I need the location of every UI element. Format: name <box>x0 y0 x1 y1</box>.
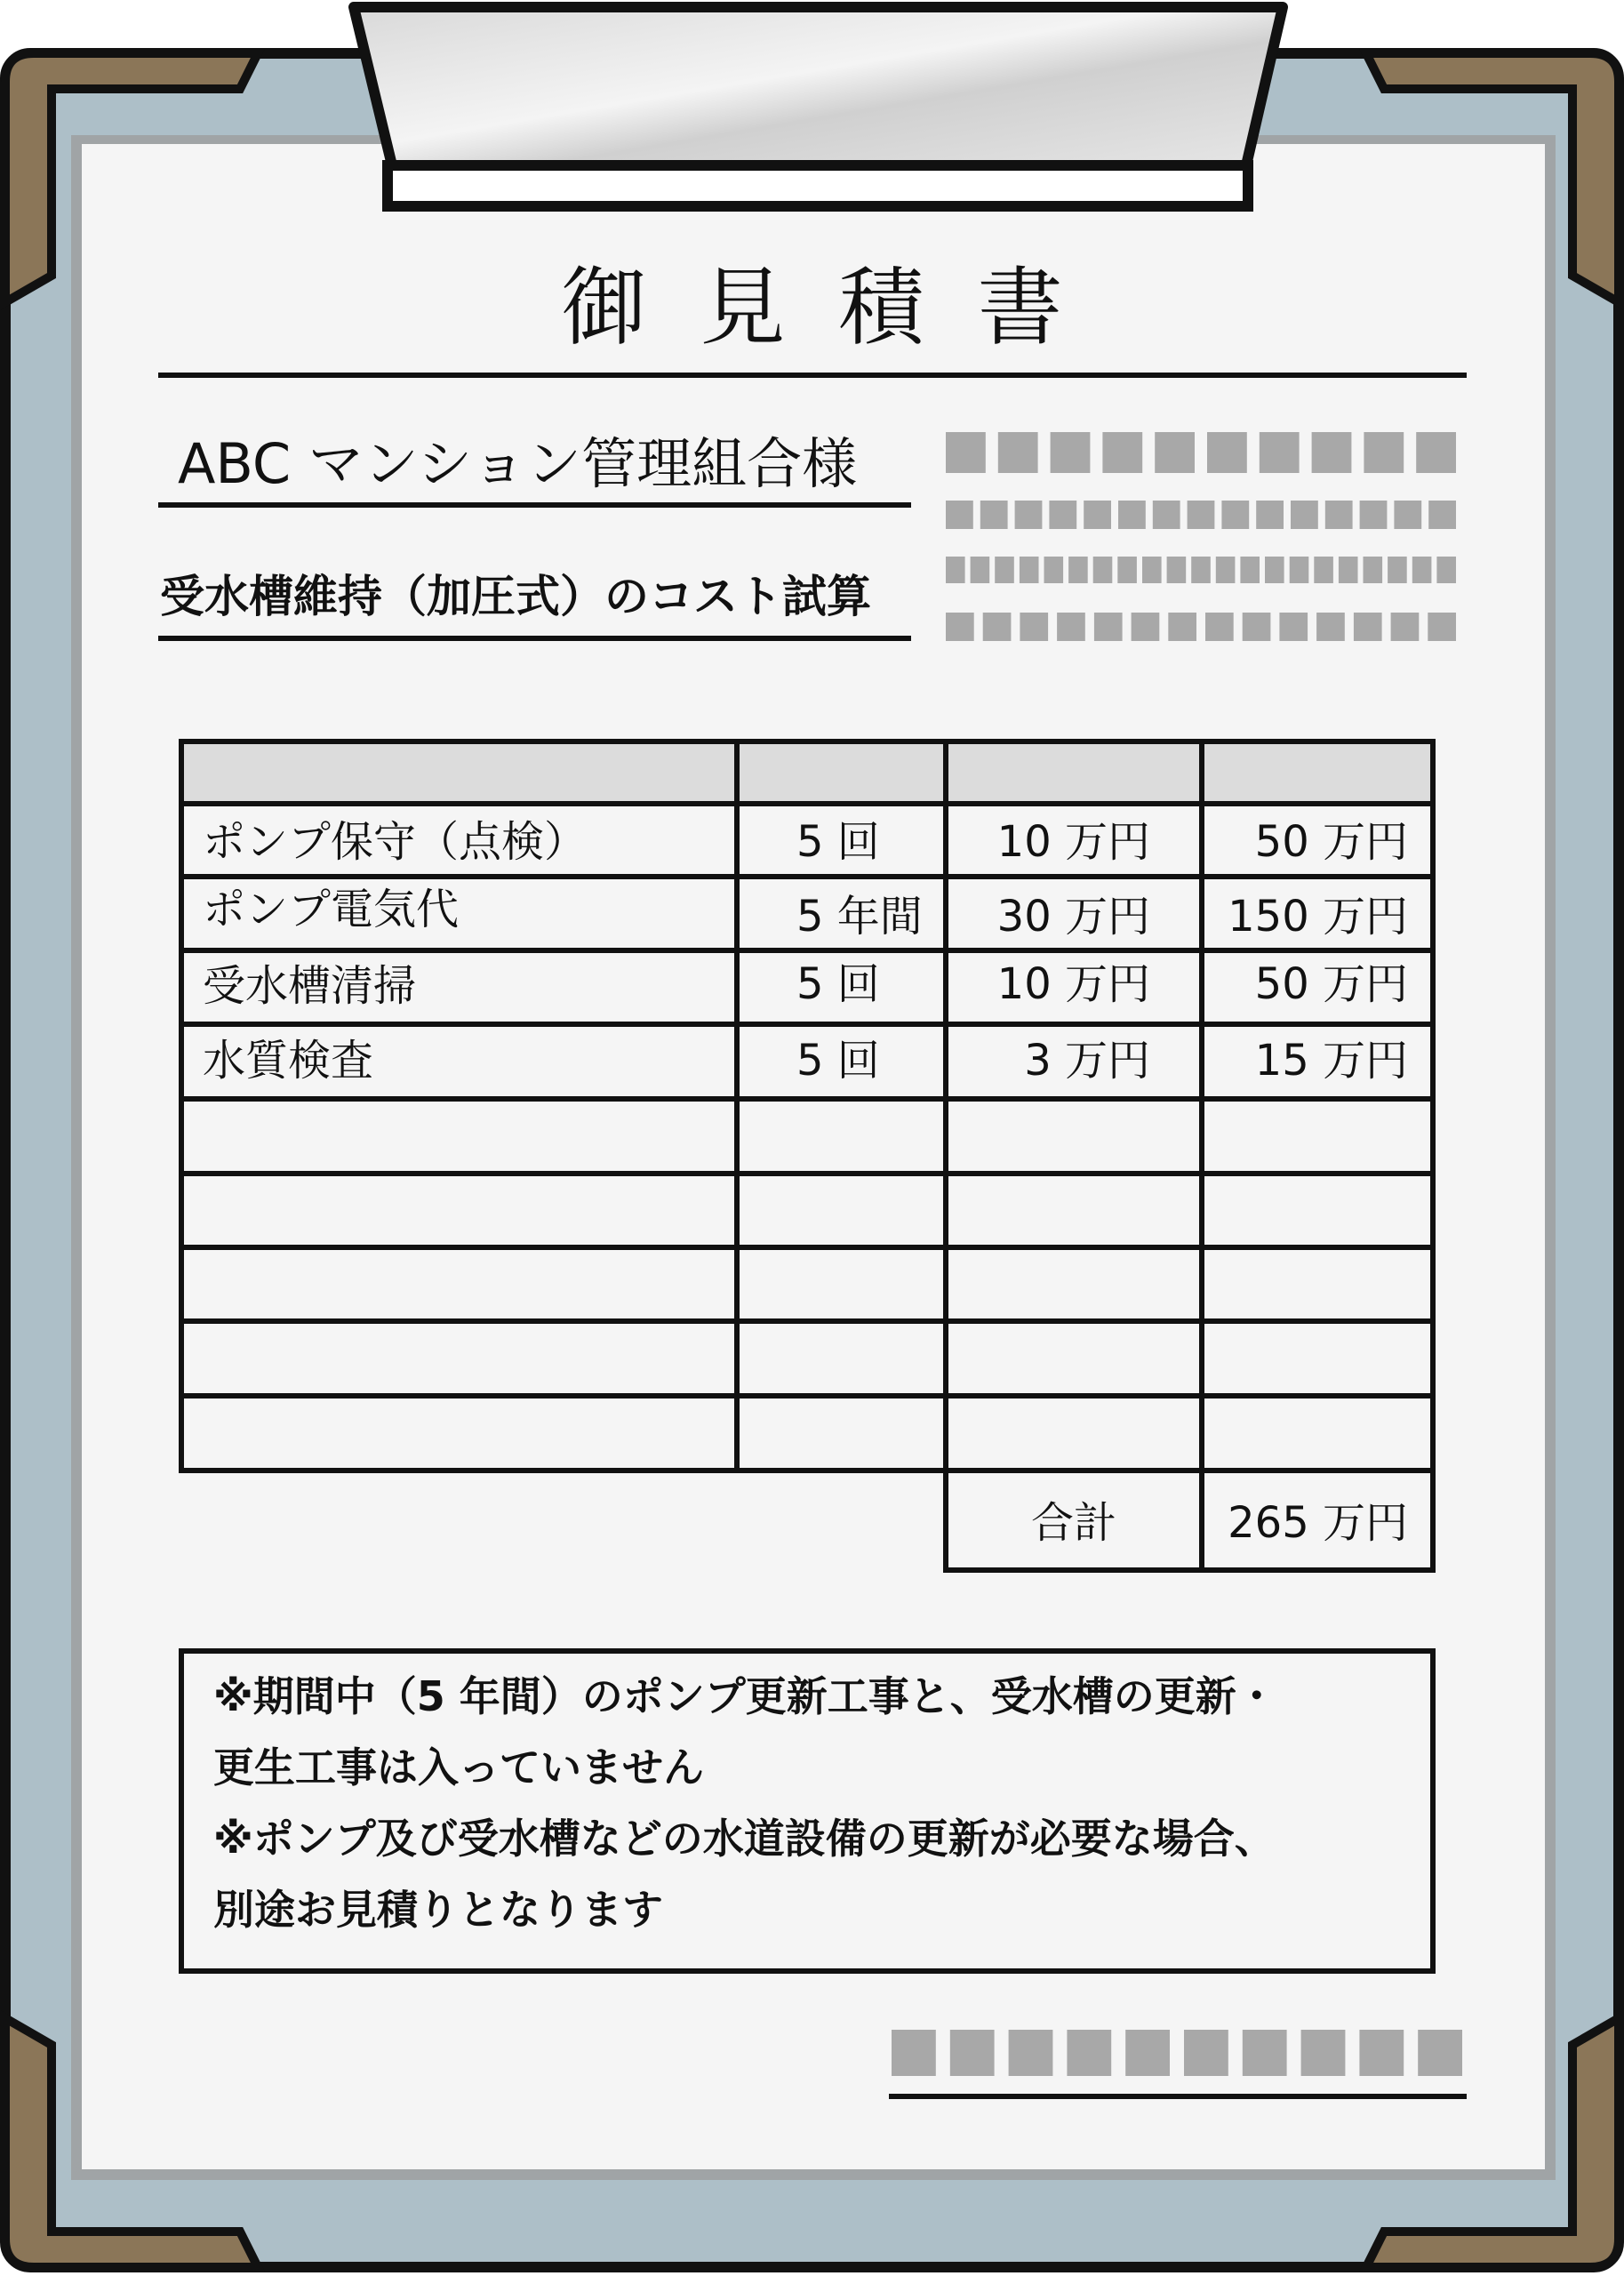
row-unit-price: 3 万円 <box>1024 1036 1150 1086</box>
redacted-block <box>1167 557 1187 583</box>
redacted-block <box>946 432 986 473</box>
redacted-block <box>1117 557 1137 583</box>
redacted-block <box>1057 613 1085 641</box>
redacted-block <box>1428 501 1456 529</box>
row-qty: 5 回 <box>796 1036 880 1086</box>
redacted-block <box>1428 613 1456 641</box>
row-unit-price: 30 万円 <box>996 892 1150 942</box>
redacted-block <box>1221 501 1249 529</box>
redacted-block <box>892 2030 936 2076</box>
redacted-block <box>983 613 1012 641</box>
note-line: 更生工事は入っていません <box>213 1743 704 1791</box>
redacted-block <box>1184 2030 1228 2076</box>
redacted-block <box>1418 2030 1462 2076</box>
redacted-block <box>995 557 1014 583</box>
redacted-block <box>998 432 1038 473</box>
row-item: ポンプ保守（点検） <box>203 817 588 867</box>
redacted-block <box>1142 557 1162 583</box>
row-unit-price: 10 万円 <box>996 817 1150 867</box>
row-amount: 50 万円 <box>1254 817 1408 867</box>
row-item: 受水槽清掃 <box>203 961 417 1011</box>
redacted-block <box>1388 557 1407 583</box>
redacted-block <box>1132 613 1160 641</box>
redacted-block <box>1020 613 1048 641</box>
note-line: ※ポンプ及び受水槽などの水道設備の更新が必要な場合、 <box>213 1815 1276 1863</box>
redacted-block <box>1359 2030 1404 2076</box>
redacted-block <box>1084 501 1111 529</box>
row-amount: 50 万円 <box>1254 959 1408 1009</box>
redacted-block <box>1188 501 1215 529</box>
redacted-block <box>1243 613 1271 641</box>
redacted-block <box>1290 557 1309 583</box>
redacted-block <box>1394 501 1421 529</box>
redacted-block <box>1243 2030 1287 2076</box>
redacted-block <box>1051 432 1091 473</box>
redacted-block <box>1316 613 1345 641</box>
subject: 受水槽維持（加圧式）のコスト試算 <box>160 571 871 622</box>
redacted-block <box>1265 557 1284 583</box>
redacted-block <box>1049 501 1076 529</box>
row-unit-price: 10 万円 <box>996 959 1150 1009</box>
redacted-block <box>1067 2030 1111 2076</box>
note-line: ※期間中（5 年間）のポンプ更新工事と、受水槽の更新・ <box>213 1672 1277 1720</box>
redacted-block <box>1118 501 1146 529</box>
redacted-block <box>1153 501 1180 529</box>
redacted-block <box>1416 432 1456 473</box>
redacted-block <box>1155 432 1195 473</box>
total-label: 合計 <box>1030 1498 1116 1548</box>
redacted-block <box>1044 557 1064 583</box>
redacted-block <box>1240 557 1260 583</box>
redacted-block <box>1216 557 1236 583</box>
redacted-block <box>1205 613 1234 641</box>
redacted-block <box>1325 501 1353 529</box>
redacted-block <box>1102 432 1142 473</box>
redacted-block <box>946 501 973 529</box>
redacted-block <box>1339 557 1358 583</box>
row-item: 水質検査 <box>203 1036 374 1086</box>
redacted-block <box>1391 613 1420 641</box>
row-qty: 5 回 <box>796 817 880 867</box>
redacted-text-line-2 <box>946 501 1456 529</box>
row-qty: 5 年間 <box>796 892 923 942</box>
redacted-block <box>946 613 974 641</box>
redacted-block <box>1168 613 1196 641</box>
note-line: 別途お見積りとなります <box>213 1886 663 1934</box>
redacted-block <box>1094 613 1123 641</box>
redacted-text-line-3 <box>946 557 1456 583</box>
redacted-block <box>950 2030 995 2076</box>
redacted-block <box>1364 557 1383 583</box>
redacted-block <box>971 557 990 583</box>
row-qty: 5 回 <box>796 959 880 1009</box>
redacted-block <box>1354 613 1382 641</box>
redacted-block <box>1301 2030 1346 2076</box>
row-amount: 15 万円 <box>1254 1036 1408 1086</box>
table-header-row <box>181 741 1433 804</box>
redacted-block <box>1015 501 1043 529</box>
redacted-block <box>1068 557 1088 583</box>
addressee: ABC マンション管理組合様 <box>178 431 858 496</box>
redacted-block <box>1009 2030 1053 2076</box>
redacted-block <box>980 501 1008 529</box>
redacted-block <box>1256 501 1284 529</box>
redacted-block <box>1312 432 1352 473</box>
redacted-block <box>1291 501 1318 529</box>
redacted-block <box>1436 557 1456 583</box>
clip <box>354 7 1283 165</box>
row-item: ポンプ電気代 <box>203 885 460 934</box>
clip-base <box>388 165 1248 206</box>
redacted-block <box>1412 557 1432 583</box>
redacted-block <box>946 557 965 583</box>
redacted-block <box>1125 2030 1170 2076</box>
redacted-block <box>1207 432 1247 473</box>
redacted-block <box>1314 557 1333 583</box>
row-amount: 150 万円 <box>1228 892 1408 942</box>
redacted-block <box>1020 557 1039 583</box>
total-value: 265 万円 <box>1228 1498 1408 1548</box>
redacted-block <box>1279 613 1308 641</box>
redacted-block <box>1360 501 1388 529</box>
redacted-block <box>1191 557 1211 583</box>
redacted-block <box>1093 557 1113 583</box>
redacted-block <box>1260 432 1300 473</box>
document-title: 御見積書 <box>561 258 1116 357</box>
redacted-block <box>1364 432 1404 473</box>
